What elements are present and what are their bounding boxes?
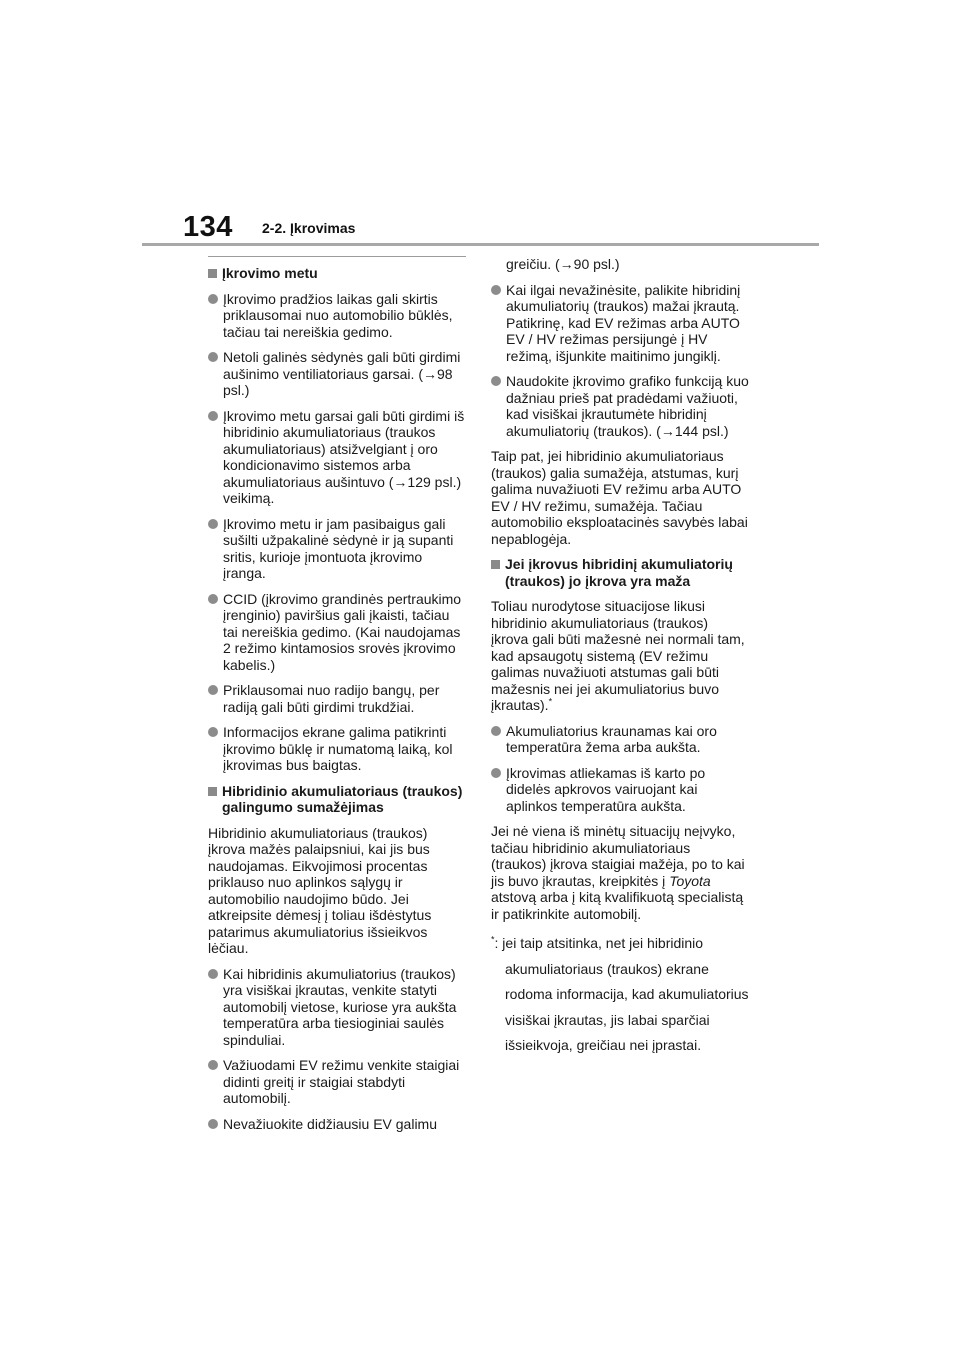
section-title: 2-2. Įkrovimas	[262, 220, 356, 236]
list-item: Važiuodami EV režimu venkite staigiai didinti greitį ir staigiai stabdyti automobilį.	[208, 1057, 466, 1107]
list-item: Įkrovimo metu garsai gali būti girdimi iš hibridinio akumuliatoriaus (traukos akumuliatoriaus) atsižvelgiant į oro kondicionavimo sistemos arba akumuliatoriaus aušintuvo (→129 psl.) veikimą.	[208, 408, 466, 507]
list-item: Nevažiuokite didžiausiu EV galimu	[208, 1116, 466, 1133]
list-item: CCID (įkrovimo grandinės pertraukimo įrenginio) paviršius gali įkaisti, tačiau tai nereiškia gedimo. (Kai naudojamas 2 režimo kintamosios srovės įkrovimo kabelis.)	[208, 591, 466, 674]
round-bullet-icon	[208, 1060, 218, 1070]
left-column	[208, 256, 466, 1141]
page-number: 134	[183, 211, 233, 243]
square-bullet-icon	[208, 269, 217, 278]
round-bullet-icon	[208, 294, 218, 304]
round-bullet-icon	[208, 594, 218, 604]
paragraph: Hibridinio akumuliatoriaus (traukos) įkrova mažės palaipsniui, kai jis bus naudojamas. Eikvojimosi procentas priklauso nuo aplinkos sąlygų ir automobilio naudojimo būdo. Jei atkreipsite dėmesį į toliau išdėstytus patarimus akumuliatorius išsieikvos lėčiau.	[208, 824, 432, 956]
list-item: Informacijos ekrane galima patikrinti įkrovimo būklę ir numatomą laiką, kol įkrovimas bus baigtas.	[208, 724, 466, 774]
paragraph: Toliau nurodytose situacijose likusi hibridinio akumuliatoriaus (traukos) įkrova gali būti mažesnė nei normali tam, kad apsaugotų sistemą (EV režimu galimas nuvažiuoti atstumas gali būti mažesnis nei jei akumuliatorius buvo įkrautas).*	[491, 598, 745, 713]
round-bullet-icon	[208, 969, 218, 979]
subheading-low-charge: Jei įkrovus hibridinį akumuliatorių (traukos) jo įkrova yra maža	[491, 556, 749, 589]
square-bullet-icon	[491, 560, 500, 569]
brand-name: Toyota	[669, 872, 711, 889]
round-bullet-icon	[208, 685, 218, 695]
subheading-charging: Įkrovimo metu	[208, 265, 466, 282]
round-bullet-icon	[491, 726, 501, 736]
subheading-capacity-decrease: Hibridinio akumuliatoriaus (traukos) galingumo sumažėjimas	[208, 783, 466, 816]
round-bullet-icon	[208, 352, 218, 362]
round-bullet-icon	[208, 411, 218, 421]
list-item: Akumuliatorius kraunamas kai oro temperatūra žema arba aukšta.	[491, 723, 749, 756]
list-item: Įkrovimas atliekamas iš karto po didelės apkrovos vairuojant kai aplinkos temperatūra aukšta.	[491, 765, 749, 815]
square-bullet-icon	[208, 787, 217, 796]
round-bullet-icon	[491, 376, 501, 386]
list-item: Įkrovimo metu ir jam pasibaigus gali sušilti užpakalinė sėdynė ir ją supanti sritis, kurioje įmontuota įkrovimo įranga.	[208, 516, 466, 582]
list-item: Įkrovimo pradžios laikas gali skirtis priklausomai nuo automobilio būklės, tačiau tai nereiškia gedimo.	[208, 291, 466, 341]
round-bullet-icon	[208, 519, 218, 529]
round-bullet-icon	[491, 285, 501, 295]
list-item: Priklausomai nuo radijo bangų, per radiją gali būti girdimi trukdžiai.	[208, 682, 466, 715]
list-item: Kai ilgai nevažinėsite, palikite hibridinį akumuliatorių (traukos) mažai įkrautą. Patikrinę, kad EV režimas arba AUTO EV / HV režimas persijungė į HV režimą, išjunkite maitinimo jungiklį.	[491, 282, 749, 365]
paragraph: Jei nė viena iš minėtų situacijų neįvyko, tačiau hibridinio akumuliatoriaus (traukos) įkrova staigiai mažėja, po to kai jis buvo įkrautas, kreipkitės į Toyota atstovą arba į kitą kvalifikuotą specialistą ir patikrinkite automobilį.	[491, 823, 745, 922]
footnote-marker: *	[491, 934, 495, 945]
round-bullet-icon	[208, 727, 218, 737]
list-item: Naudokite įkrovimo grafiko funkciją kuo dažniau prieš pat pradėdami važiuoti, kad visiškai įkrautumėte hibridinį akumuliatorių (traukos). (→144 psl.)	[491, 373, 749, 439]
list-item: Kai hibridinis akumuliatorius (traukos) yra visiškai įkrautas, venkite statyti automobilį vietose, kuriose yra aukšta temperatūra arba tiesioginiai saulės spinduliai.	[208, 966, 466, 1049]
footnote: *: jei taip atsitinka, net jei hibridinio akumuliatoriaus (traukos) ekrane rodoma informacija, kad akumuliatorius visiškai įkrautas, jis labai sparčiai išsieikvoja, greičiau nei įprastai.	[491, 934, 749, 1053]
column-divider	[208, 256, 466, 257]
paragraph: Taip pat, jei hibridinio akumuliatoriaus (traukos) galia sumažėja, atstumas, kurį galima nuvažiuoti EV režimu arba AUTO EV / HV režimu, sumažėja. Tačiau automobilio eksploatacinės savybės labai nepablogėja.	[491, 448, 748, 547]
footnote-marker: *	[548, 696, 553, 707]
list-item: Netoli galinės sėdynės gali būti girdimi aušinimo ventiliatoriaus garsai. (→98 psl.)	[208, 349, 466, 399]
list-item-continuation: greičiu. (→90 psl.)	[506, 256, 620, 272]
round-bullet-icon	[208, 1119, 218, 1129]
right-column	[491, 256, 749, 1059]
header-divider	[142, 243, 819, 246]
round-bullet-icon	[491, 768, 501, 778]
